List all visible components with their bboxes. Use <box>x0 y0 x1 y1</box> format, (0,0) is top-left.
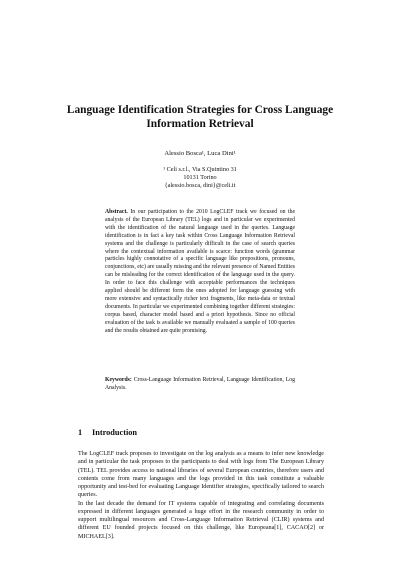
affiliation-email: {alessio.bosca, dini}@celi.it <box>164 181 236 189</box>
affiliation-block <box>60 166 340 189</box>
section-body <box>78 450 324 541</box>
abstract-label: Abstract. <box>105 209 128 215</box>
body-paragraph: In the last decade the demand for IT systems capable of integrating and correlating documents expressed in different languages generated a huge effort in the research community in order to support multilingual resources and Cross-Language Information Retrieval (CLIR) systems and different EU founded projects focused on this challenge, like Europeana[1], CACAO[2] or MICHAEL[3]. <box>78 500 324 540</box>
paper-title <box>60 103 340 131</box>
author-list: Alessio Bosca¹, Luca Dini¹ <box>164 150 236 157</box>
section-heading <box>78 428 137 438</box>
title-line-2: Information Retrieval <box>146 118 254 130</box>
section-number: 1 <box>78 428 83 437</box>
body-paragraph: The LogCLEF track proposes to investigate on the log analysis as a means to infer new knowledge and in particular the task proposes to the participants to deal with logs from The European Library (TEL). TEL provides access to national libraries of several European countries, therefore users and contents come from many languages and the logs provided in this task constitute a valuable opportunity and test-bed for evaluating Language Identifier strategies, specifically tailored to search queries. <box>78 451 324 499</box>
affiliation-city: 10131 Torino <box>183 173 217 181</box>
affiliation-address: ¹ Celi s.r.l., Via S.Quintino 31 <box>163 166 237 173</box>
keywords-label: Keywords: <box>105 377 132 383</box>
keywords-text: Cross-Language Information Retrieval, Language Identification, Log Analysis. <box>105 377 295 391</box>
keywords-block <box>105 377 295 393</box>
section-title: Introduction <box>92 428 138 437</box>
abstract-block <box>105 209 295 336</box>
title-line-1: Language Identification Strategies for Cross Language <box>66 104 334 116</box>
abstract-text: In our participation to the 2010 LogCLEF track we focused on the analysis of the European Library (TEL) logs and in particular we experimented with the identification of the natural language used in the queries. Language identification is in fact a key task within Cross Language Information Retrieval systems and the challenge is particularly difficult in the case of search queries where the contextual information available is scarce: function words (grammar particles highly connotative of a specific language like prepositions, pronouns, conjunctions, etc) are usually missing and the relevant presence of Named Entities can be misleading for the correct identification of the language used in the query. In order to face this challenge with acceptable performances the techniques applied should be different form the ones adopted for language guessing with more extensive and syntactically richer text fragments, like meta-data or textual documents. In particular we experimented combining together different strategies: corpus based, character model based and a priori hypothesis. Since no official evaluation of the task is available we manually evaluated a sample of 100 queries and the results obtained are quite promising. <box>105 209 296 334</box>
